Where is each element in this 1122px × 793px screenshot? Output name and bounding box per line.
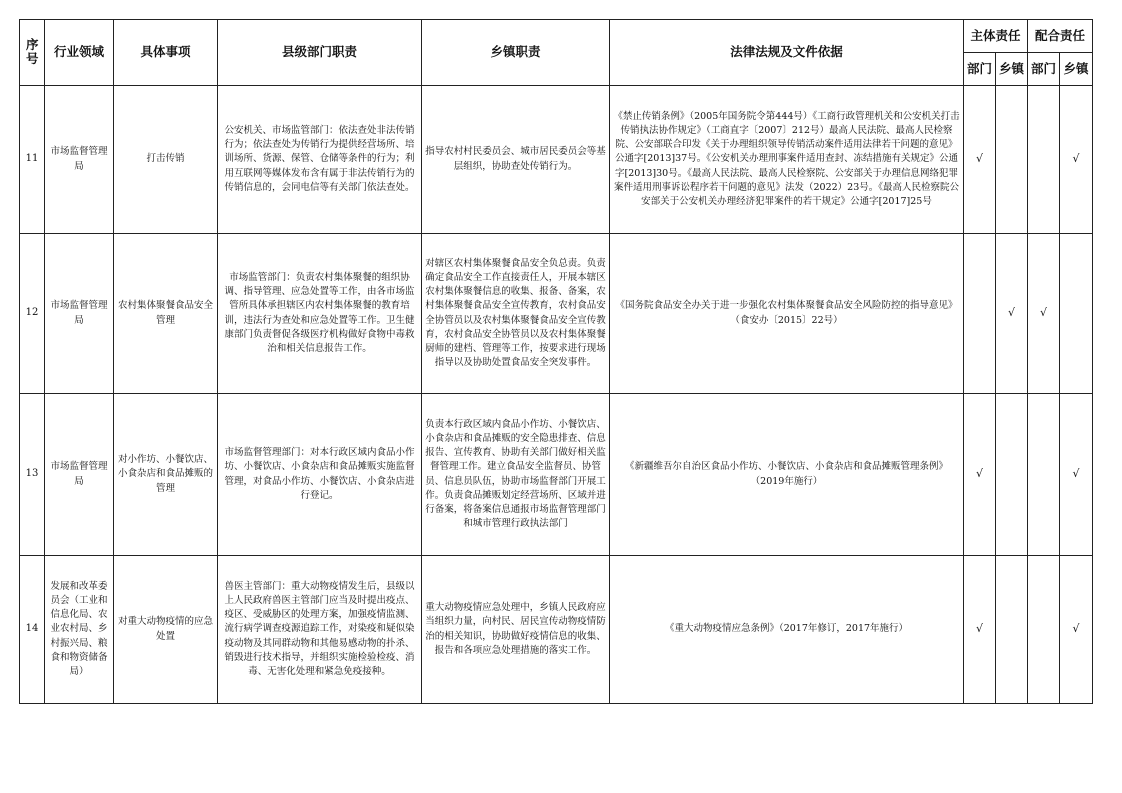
row-county: 兽医主管部门：重大动物疫情发生后，县级以上人民政府兽医主管部门应当及时提出疫点、疫区、受威胁区的处理方案，加强疫情监测、流行病学调查疫源追踪工作，对染疫和疑似染疫动物及其同群动物和其他易感动物的扑杀、销毁进行技术指导，并组织实施检验检疫、消毒、无害化处理和紧急免疫接种。 <box>218 556 422 704</box>
header-coop-resp: 配合责任 <box>1028 20 1093 53</box>
row-item: 打击传销 <box>114 86 218 234</box>
row-main-dept: √ <box>964 556 996 704</box>
row-main-town <box>996 86 1028 234</box>
row-law: 《新疆维吾尔自治区食品小作坊、小餐饮店、小食杂店和食品摊贩管理条例》（2019年施行） <box>610 394 964 556</box>
row-coop-dept: √ <box>1028 234 1060 394</box>
row-main-town <box>996 394 1028 556</box>
header-county: 县级部门职责 <box>218 20 422 86</box>
row-coop-town <box>1060 234 1093 394</box>
row-town: 负责本行政区域内食品小作坊、小餐饮店、小食杂店和食品摊贩的安全隐患排查、信息报告、宣传教育、协助有关部门做好相关监督管理工作。建立食品安全监督员、协管员、信息员队伍，协助市场监督部门开展工作。负责食品摊贩划定经营场所、区域并进行备案，将备案信息通报市场监督管理部门和城市管理行政执法部门 <box>422 394 610 556</box>
row-main-dept <box>964 234 996 394</box>
row-county: 公安机关、市场监管部门：依法查处非法传销行为；依法查处为传销行为提供经营场所、培训场所、货源、保管、仓储等条件的行为；利用互联网等媒体发布含有属于非法传销行为的传销信息的，会同电信等有关部门依法查处。 <box>218 86 422 234</box>
header-coop-dept: 部门 <box>1028 53 1060 86</box>
row-main-town <box>996 556 1028 704</box>
row-town: 重大动物疫情应急处理中，乡镇人民政府应当组织力量，向村民、居民宣传动物疫情防治的相关知识，协助做好疫情信息的收集、报告和各项应急处理措施的落实工作。 <box>422 556 610 704</box>
row-field: 发展和改革委员会（工业和信息化局、农业农村局、乡村振兴局、粮食和物资储备局） <box>45 556 114 704</box>
row-coop-town: √ <box>1060 86 1093 234</box>
table-row <box>20 394 1093 556</box>
row-law: 《禁止传销条例》（2005年国务院令第444号）《工商行政管理机关和公安机关打击传销执法协作规定》（工商直字〔2007〕212号）最高人民法院、最高人民检察院、公安部联合印发《关于办理组织领导传销活动案件适用法律若干问题的意见》公通字[2013]37号。《公安机关办理刑事案件适用查封、冻结措施有关规定》公通字[2013]30号。《最高人民法院、最高人民检察院、公安部关于办理信息网络犯罪案件适用刑事诉讼程序若干问题的意见》法发（2022）23号。《最高人民检察院公安部关于公安机关办理经济犯罪案件的若干规定》公通字[2017]25号 <box>610 86 964 234</box>
row-main-town: √ <box>996 234 1028 394</box>
row-item: 农村集体聚餐食品安全管理 <box>114 234 218 394</box>
table-row <box>20 234 1093 394</box>
row-coop-dept <box>1028 394 1060 556</box>
header-main-dept: 部门 <box>964 53 996 86</box>
header-main-town: 乡镇 <box>996 53 1028 86</box>
header-item: 具体事项 <box>114 20 218 86</box>
row-seq: 11 <box>20 86 45 234</box>
row-field: 市场监督管理局 <box>45 394 114 556</box>
row-county: 市场监督管理部门：对本行政区域内食品小作坊、小餐饮店、小食杂店和食品摊贩实施监督管理，对食品小作坊、小餐饮店、小食杂店进行登记。 <box>218 394 422 556</box>
row-main-dept: √ <box>964 394 996 556</box>
row-town: 对辖区农村集体聚餐食品安全负总责。负责确定食品安全工作直接责任人，开展本辖区农村集体聚餐信息的收集、报备、备案，农村集体聚餐食品安全宣传教育，农村食品安全协管员以及农村集体聚餐食品安全宣传教育，农村食品安全协管员以及农村集体聚餐厨师的建档、管理等工作，按要求进行现场指导以及协助处置食品安全突发事件。 <box>422 234 610 394</box>
row-law: 《重大动物疫情应急条例》（2017年修订，2017年施行） <box>610 556 964 704</box>
header-field: 行业领域 <box>45 20 114 86</box>
row-item: 对小作坊、小餐饮店、小食杂店和食品摊贩的管理 <box>114 394 218 556</box>
header-town: 乡镇职责 <box>422 20 610 86</box>
duty-table <box>19 19 1093 704</box>
row-field: 市场监督管理局 <box>45 86 114 234</box>
row-main-dept: √ <box>964 86 996 234</box>
row-town: 指导农村村民委员会、城市居民委员会等基层组织，协助查处传销行为。 <box>422 86 610 234</box>
row-field: 市场监督管理局 <box>45 234 114 394</box>
row-coop-town: √ <box>1060 556 1093 704</box>
row-seq: 14 <box>20 556 45 704</box>
header-coop-town: 乡镇 <box>1060 53 1093 86</box>
row-item: 对重大动物疫情的应急处置 <box>114 556 218 704</box>
row-coop-town: √ <box>1060 394 1093 556</box>
header-main-resp: 主体责任 <box>964 20 1028 53</box>
row-coop-dept <box>1028 556 1060 704</box>
row-seq: 13 <box>20 394 45 556</box>
row-coop-dept <box>1028 86 1060 234</box>
row-seq: 12 <box>20 234 45 394</box>
header-law: 法律法规及文件依据 <box>610 20 964 86</box>
row-county: 市场监管部门：负责农村集体聚餐的组织协调、指导管理、应急处置等工作，由各市场监管所具体承担辖区内农村集体聚餐的教育培训，违法行为查处和应急处置等工作。卫生健康部门负责督促各级医疗机构做好食物中毒救治和相关信息报告工作。 <box>218 234 422 394</box>
header-seq: 序号 <box>20 20 45 86</box>
row-law: 《国务院食品安全办关于进一步强化农村集体聚餐食品安全风险防控的指导意见》（食安办〔2015〕22号） <box>610 234 964 394</box>
table-row <box>20 556 1093 704</box>
table-row <box>20 86 1093 234</box>
